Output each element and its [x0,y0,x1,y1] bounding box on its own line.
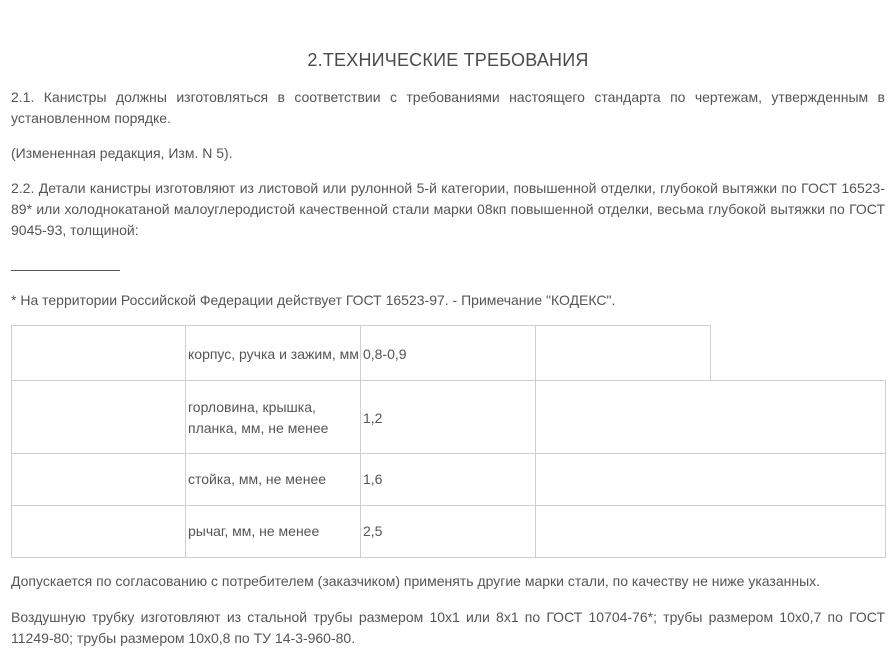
table-cell-empty [535,505,886,558]
footnote-separator [11,270,120,271]
part-label: рычаг, мм, не менее [188,523,320,539]
footnote: * На территории Российской Федерации действует ГОСТ 16523-97. - Примечание "КОДЕКС". [11,292,616,308]
paragraph-2-1: 2.1. Канистры должны изготовляться в соответствии с требованиями настоящего стандарта по чертежам, утвержденным в установленном порядке. [11,89,885,126]
table-cell-part [185,505,361,558]
table-cell-empty [11,380,186,454]
section-title: 2.ТЕХНИЧЕСКИЕ ТРЕБОВАНИЯ [307,50,589,70]
table-cell-part [185,380,361,454]
part-label: корпус, ручка и зажим, мм [188,346,359,362]
table-cell-empty [11,325,186,381]
table-cell-part [185,325,361,381]
part-label: стойка, мм, не менее [188,471,327,487]
paragraph-steel-grades: Допускается по согласованию с потребителем (заказчиком) применять другие марки стали, по качеству не ниже указанных. [11,573,821,589]
table-cell-value [360,505,536,558]
table-cell-value [360,453,536,506]
thickness-value: 2,5 [363,523,383,539]
table-cell-empty [535,325,711,381]
thickness-value: 1,2 [363,410,383,426]
part-label: горловина, крышка, планка, мм, не менее [188,399,329,436]
table-cell-empty [11,453,186,506]
thickness-value: 0,8-0,9 [363,346,407,362]
table-cell-value [360,325,536,381]
table-cell-value [360,380,536,454]
paragraph-air-tube: Воздушную трубку изготовляют из стальной трубы размером 10х1 или 8х1 по ГОСТ 10704-76*; трубы размером 10х0,7 по ГОСТ 11249-80; трубы размером 10х0,8 по ТУ 14-3-960-80. [11,609,885,646]
table-cell-empty [535,453,886,506]
thickness-value: 1,6 [363,471,383,487]
table-cell-empty [11,505,186,558]
thickness-table [11,325,886,558]
table-cell-empty [535,380,886,454]
table-cell-part [185,453,361,506]
amendment-note: (Измененная редакция, Изм. N 5). [11,145,233,161]
paragraph-2-2: 2.2. Детали канистры изготовляют из листовой или рулонной 5-й категории, повышенной отделки, глубокой вытяжки по ГОСТ 16523-89* или холоднокатаной малоуглеродистой качественной стали марки 08кп повышенной отделки, весьма глубокой вытяжки по ГОСТ 9045-93, толщиной: [11,180,885,238]
